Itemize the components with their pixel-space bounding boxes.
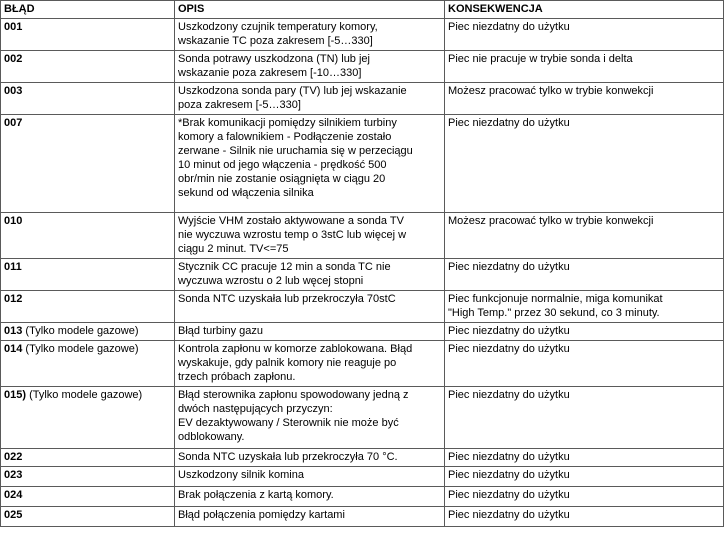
description-cell [175, 83, 445, 115]
description-cell [175, 323, 445, 341]
text-line: Błąd sterownika zapłonu spowodowany jedną z [178, 389, 409, 401]
error-code-cell [1, 323, 175, 341]
text-line: Brak połączenia z kartą komory. [178, 489, 334, 501]
text-line: Błąd turbiny gazu [178, 325, 263, 337]
error-code: 022 [4, 451, 23, 463]
error-code: 003 [4, 85, 23, 97]
text-line: EV dezaktywowany / Sterownik nie może być [178, 417, 399, 429]
text-line: wskazanie TC poza zakresem [-5…330] [178, 35, 373, 47]
text-line: Sonda NTC uzyskała lub przekroczyła 70 °C. [178, 451, 398, 463]
description-cell [175, 115, 445, 213]
text-line: Sonda potrawy uszkodzona (TN) lub jej [178, 53, 370, 65]
text-line: Możesz pracować tylko w trybie konwekcji [448, 85, 654, 97]
error-code: 023 [4, 469, 23, 481]
model-note: (Tylko modele gazowe) [22, 343, 139, 355]
table-row [1, 259, 724, 291]
error-code-cell [1, 467, 175, 487]
text-line: Kontrola zapłonu w komorze zablokowana. Błąd [178, 343, 413, 355]
text-line: Piec funkcjonuje normalnie, miga komunikat [448, 293, 663, 305]
text-line: "High Temp." przez 30 sekund, co 3 minuty. [448, 307, 660, 319]
table-row [1, 83, 724, 115]
text-line: odblokowany. [178, 431, 245, 443]
text-line: Sonda NTC uzyskała lub przekroczyła 70stC [178, 293, 396, 305]
consequence-cell [445, 323, 724, 341]
error-code-cell [1, 19, 175, 51]
error-code-cell [1, 341, 175, 387]
header-error: BŁĄD [1, 1, 175, 19]
text-line: Uszkodzony silnik komina [178, 469, 304, 481]
error-code-cell [1, 259, 175, 291]
table-row [1, 487, 724, 507]
model-note: (Tylko modele gazowe) [22, 325, 139, 337]
consequence-cell [445, 19, 724, 51]
error-code-cell [1, 83, 175, 115]
table-row [1, 507, 724, 527]
text-line: wskazanie poza zakresem [-10…330] [178, 67, 362, 79]
text-line: wyczuwa wzrostu o 2 lub węcej stopni [178, 275, 364, 287]
consequence-cell [445, 449, 724, 467]
consequence-cell [445, 51, 724, 83]
error-code-cell [1, 487, 175, 507]
text-line: Piec nie pracuje w trybie sonda i delta [448, 53, 633, 65]
text-line: Stycznik CC pracuje 12 min a sonda TC nie [178, 261, 391, 273]
error-code-cell [1, 449, 175, 467]
description-cell [175, 19, 445, 51]
consequence-cell [445, 83, 724, 115]
description-cell [175, 51, 445, 83]
text-line: nie wyczuwa wzrostu temp o 3stC lub więcej w [178, 229, 407, 241]
text-line: Możesz pracować tylko w trybie konwekcji [448, 215, 654, 227]
description-cell [175, 487, 445, 507]
text-line: Piec niezdatny do użytku [448, 469, 570, 481]
error-code-cell [1, 507, 175, 527]
consequence-cell [445, 213, 724, 259]
table-row [1, 291, 724, 323]
text-line: wyskakuje, gdy palnik komory nie reaguje po [178, 357, 397, 369]
text-line: Piec niezdatny do użytku [448, 325, 570, 337]
text-line: Piec niezdatny do użytku [448, 489, 570, 501]
text-line: Piec niezdatny do użytku [448, 451, 570, 463]
error-code: 024 [4, 489, 23, 501]
table-row [1, 115, 724, 213]
error-code: 002 [4, 53, 23, 65]
table-row [1, 341, 724, 387]
consequence-cell [445, 487, 724, 507]
error-code-cell [1, 115, 175, 213]
text-line: Piec niezdatny do użytku [448, 389, 570, 401]
text-line: Piec niezdatny do użytku [448, 117, 570, 129]
consequence-cell [445, 115, 724, 213]
error-code-cell [1, 51, 175, 83]
header-row [1, 1, 724, 19]
consequence-cell [445, 467, 724, 487]
table-row [1, 323, 724, 341]
description-cell [175, 449, 445, 467]
table-row [1, 19, 724, 51]
table-row [1, 51, 724, 83]
consequence-cell [445, 341, 724, 387]
model-note: (Tylko modele gazowe) [26, 389, 143, 401]
text-line: Piec niezdatny do użytku [448, 261, 570, 273]
description-cell [175, 291, 445, 323]
error-code: 010 [4, 215, 23, 227]
text-line: Piec niezdatny do użytku [448, 343, 570, 355]
text-line: dwóch następujących przyczyn: [178, 403, 333, 415]
text-line: zerwane - Silnik nie uruchamia się w perzeciągu [178, 145, 413, 157]
text-line: *Brak komunikacji pomiędzy silnikiem turbiny [178, 117, 397, 129]
error-code-cell [1, 213, 175, 259]
error-code: 014 [4, 343, 23, 355]
error-code: 007 [4, 117, 23, 129]
table-row [1, 467, 724, 487]
description-cell [175, 259, 445, 291]
error-code-cell [1, 291, 175, 323]
error-code: 011 [4, 261, 22, 273]
text-line: poza zakresem [-5…330] [178, 99, 301, 111]
header-description: OPIS [175, 1, 445, 19]
error-code: 015) [4, 389, 27, 401]
error-code-cell [1, 387, 175, 449]
error-code: 001 [4, 21, 23, 33]
text-line: Uszkodzony czujnik temperatury komory, [178, 21, 378, 33]
text-line: Błąd połączenia pomiędzy kartami [178, 509, 345, 521]
table-row [1, 449, 724, 467]
description-cell [175, 507, 445, 527]
text-line: trzech próbach zapłonu. [178, 371, 296, 383]
text-line: Piec niezdatny do użytku [448, 509, 570, 521]
consequence-cell [445, 291, 724, 323]
description-cell [175, 467, 445, 487]
consequence-cell [445, 387, 724, 449]
table-row [1, 387, 724, 449]
description-cell [175, 341, 445, 387]
text-line: Piec niezdatny do użytku [448, 21, 570, 33]
table-row [1, 213, 724, 259]
description-cell [175, 387, 445, 449]
consequence-cell [445, 259, 724, 291]
text-line: Uszkodzona sonda pary (TV) lub jej wskazanie [178, 85, 407, 97]
text-line: sekund od włączenia silnika [178, 187, 314, 199]
text-line: ciągu 2 minut. TV<=75 [178, 243, 289, 255]
description-cell [175, 213, 445, 259]
error-code: 013 [4, 325, 23, 337]
error-code: 025 [4, 509, 23, 521]
text-line: obr/min nie zostanie osiągnięta w ciągu 20 [178, 173, 386, 185]
text-line: Wyjście VHM zostało aktywowane a sonda TV [178, 215, 404, 227]
text-line: komory a falownikiem - Podłączenie zostało [178, 131, 392, 143]
error-code: 012 [4, 293, 23, 305]
consequence-cell [445, 507, 724, 527]
header-consequence: KONSEKWENCJA [445, 1, 724, 19]
text-line: 10 minut od jego włączenia - prędkość 500 [178, 159, 387, 171]
